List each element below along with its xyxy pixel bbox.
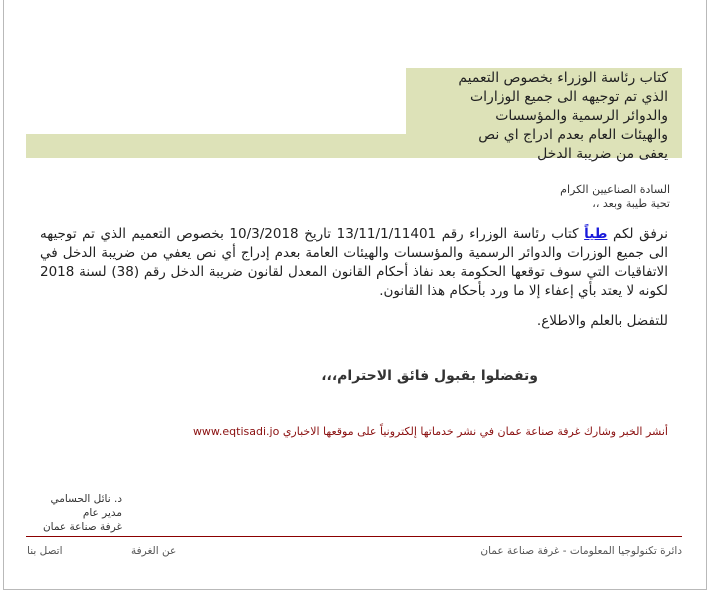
letter-body bbox=[40, 225, 668, 301]
signature-role: مدير عام bbox=[82, 507, 122, 519]
title-line: الذي تم توجيهه الى جميع الوزارات bbox=[469, 89, 668, 105]
signature bbox=[26, 492, 122, 534]
footer-link-contact[interactable]: اتصل بنا bbox=[27, 545, 63, 557]
notice-line: للتفضل بالعلم والاطلاع. bbox=[536, 313, 668, 329]
title-line: كتاب رئاسة الوزراء بخصوص التعميم bbox=[458, 70, 668, 86]
greeting-salutation: السادة الصناعيين الكرام bbox=[560, 183, 670, 196]
attachment-link[interactable]: طياً bbox=[584, 226, 608, 242]
body-prefix: نرفق لكم bbox=[612, 226, 669, 242]
title-text bbox=[26, 68, 682, 164]
closing-regards: وتفضلوا بقبول فائق الاحترام،،، bbox=[321, 368, 538, 384]
letter-title bbox=[26, 68, 682, 162]
title-line: والدوائر الرسمية والمؤسسات bbox=[495, 108, 668, 124]
share-message: أنشر الخبر وشارك غرفة صناعة عمان في نشر خدماتها إلكترونياً على موقعها الاخباري www.eqtisadi.jo bbox=[192, 425, 668, 438]
greeting-opening: تحية طيبة وبعد ،، bbox=[592, 197, 670, 210]
footer-divider bbox=[26, 536, 682, 537]
title-line: والهيئات العام بعدم ادراج اي نص bbox=[478, 127, 668, 143]
greeting bbox=[560, 183, 670, 211]
body-text: كتاب رئاسة الوزراء رقم 13/11/1/11401 تاريخ 10/3/2018 بخصوص التعميم الذي تم توجيهه الى جميع الوزرات والدوائر الرسمية والمؤسسات والهيئات العامة بعدم إدراج أي نص يعفي من ضريبة الدخل في الاتفاقيات التي سوف توقعها الحكومة بعد نفاذ أحكام القانون المعدل لقانون ضريبة الدخل رقم (38) لسنة 2018 لكونه لا يعتد بأي إعفاء إلا ما ورد بأحكام هذا القانون. bbox=[40, 226, 668, 299]
signature-name: د. نائل الحسامي bbox=[50, 493, 122, 505]
signature-org: غرفة صناعة عمان bbox=[42, 521, 122, 533]
title-line: يعفى من ضريبة الدخل bbox=[537, 146, 668, 162]
footer-link-about[interactable]: عن الغرفة bbox=[131, 545, 177, 557]
footer-department: دائرة تكنولوجيا المعلومات - غرفة صناعة عمان bbox=[480, 545, 682, 557]
